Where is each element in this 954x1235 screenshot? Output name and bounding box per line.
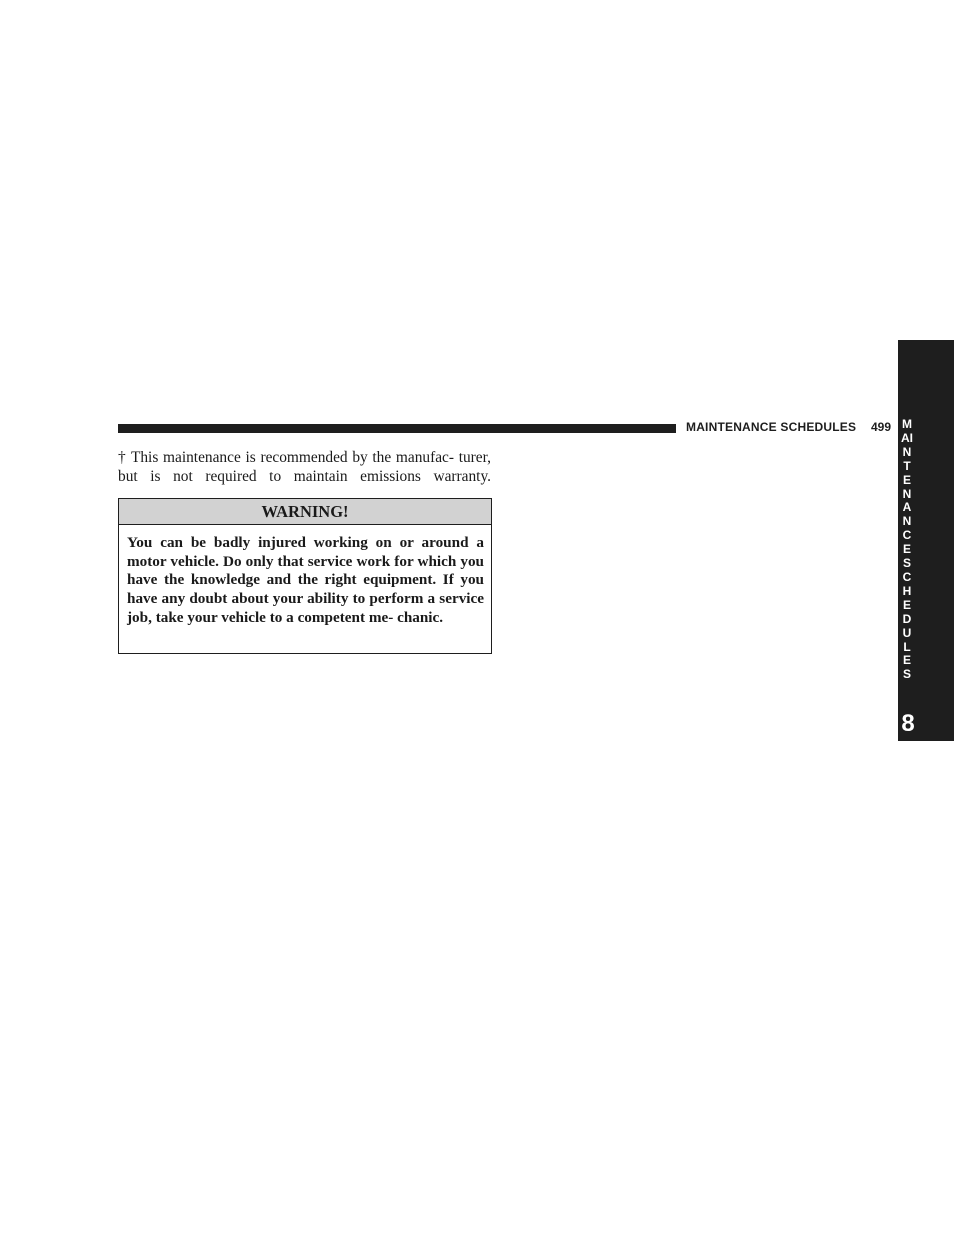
warning-title: WARNING! (119, 499, 491, 525)
header-rule (118, 424, 676, 433)
side-tab-label: MAINTENANCE SCHEDULES (901, 417, 915, 682)
page-number: 499 (871, 420, 892, 434)
footnote-text: † This maintenance is recommended by the manufac- turer, but is not required to maintain emissions warranty. (118, 449, 491, 485)
warning-body: You can be badly injured working on or around a motor vehicle. Do only that service work for which you have the knowledge and the right equipment. If you have any doubt about your ability to perform a service job, take your vehicle to a competent me- chanic. (127, 534, 484, 626)
chapter-number: 8 (901, 710, 915, 737)
warning-box (118, 498, 492, 654)
section-title: MAINTENANCE SCHEDULES (686, 420, 857, 434)
